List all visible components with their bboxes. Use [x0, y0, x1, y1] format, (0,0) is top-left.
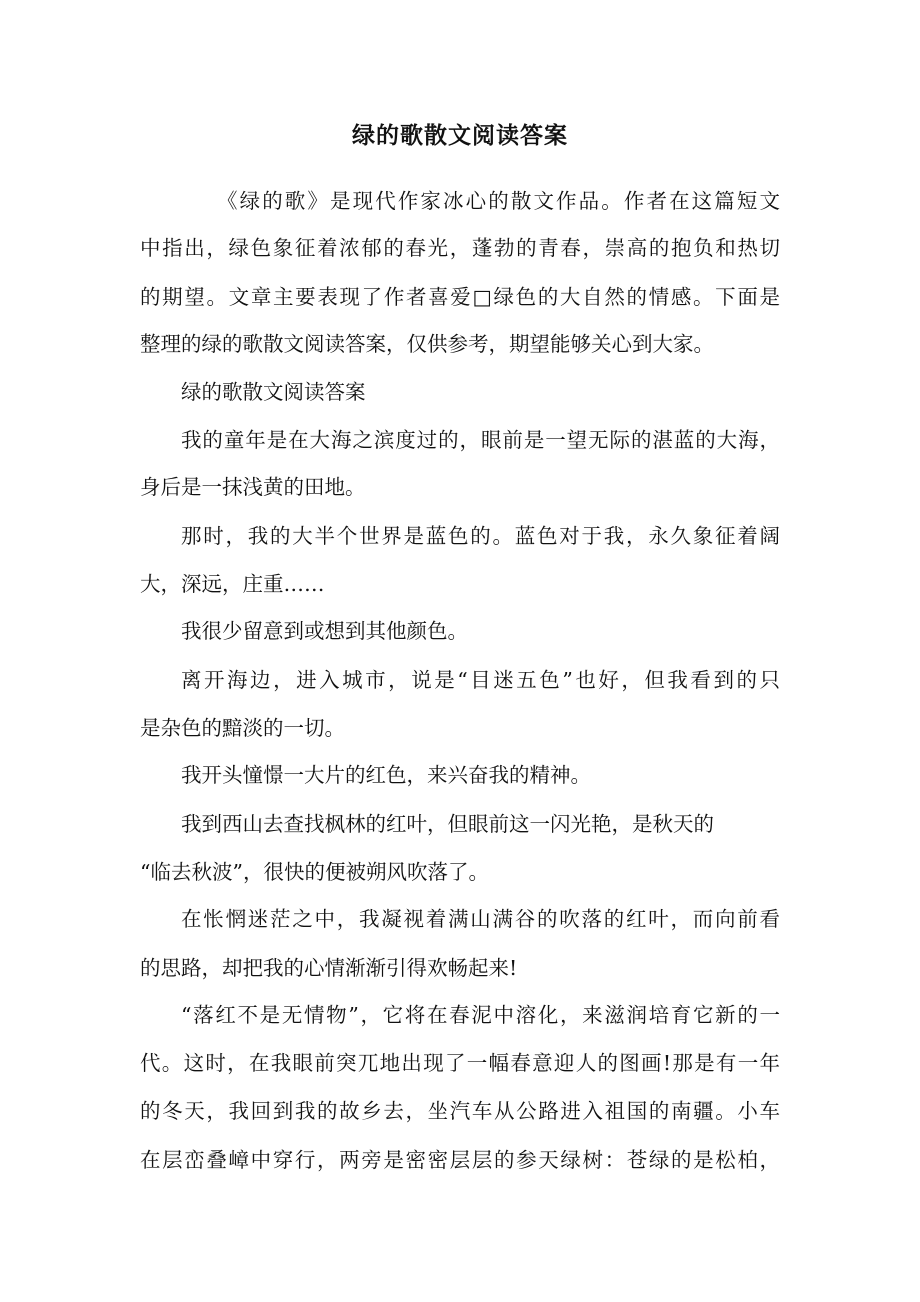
- section-heading: 绿的歌散文阅读答案: [181, 380, 366, 404]
- paragraph-line: 的期望。文章主要表现了作者喜爱□绿色的大自然的情感。下面是: [140, 285, 780, 309]
- paragraph-line: 代。这时，在我眼前突兀地出现了一幅春意迎人的图画!那是有一年: [140, 1051, 780, 1075]
- paragraph-line: 中指出，绿色象征着浓郁的春光，蓬勃的青春，崇高的抱负和热切: [140, 236, 780, 260]
- document-title: 绿的歌散文阅读答案: [352, 123, 568, 149]
- paragraph-line: 那时，我的大半个世界是蓝色的。蓝色对于我，永久象征着阔: [181, 524, 780, 548]
- paragraph-line: 的思路，却把我的心情渐渐引得欢畅起来!: [140, 956, 518, 980]
- paragraph-line: 我到西山去查找枫林的红叶，但眼前这一闪光艳，是秋天的: [181, 812, 714, 836]
- paragraph-line: 离开海边，进入城市，说是“目迷五色”也好，但我看到的只: [181, 668, 780, 692]
- paragraph-line: 是杂色的黯淡的一切。: [140, 716, 345, 740]
- paragraph-line: 大，深远，庄重……: [140, 572, 325, 596]
- paragraph-line: 整理的绿的歌散文阅读答案，仅供参考，期望能够关心到大家。: [140, 332, 714, 356]
- paragraph-line: 在层峦叠嶂中穿行，两旁是密密层层的参天绿树：苍绿的是松柏，: [140, 1148, 780, 1172]
- paragraph-line: 我开头憧憬一大片的红色，来兴奋我的精神。: [181, 763, 591, 787]
- paragraph-line: 《绿的歌》是现代作家冰心的散文作品。作者在这篇短文: [217, 189, 780, 213]
- paragraph-line: 我很少留意到或想到其他颜色。: [181, 619, 468, 643]
- paragraph-line: 的冬天，我回到我的故乡去，坐汽车从公路进入祖国的南疆。小车: [140, 1099, 780, 1123]
- paragraph-line: 在怅惘迷茫之中，我凝视着满山满谷的吹落的红叶，而向前看: [181, 907, 780, 931]
- paragraph-line: 我的童年是在大海之滨度过的，眼前是一望无际的湛蓝的大海，: [181, 428, 780, 452]
- paragraph-line: “落红不是无情物”，它将在春泥中溶化，来滋润培育它新的一: [181, 1003, 780, 1027]
- paragraph-line: 身后是一抹浅黄的田地。: [140, 475, 366, 499]
- paragraph-line: “临去秋波”，很快的便被朔风吹落了。: [140, 860, 489, 884]
